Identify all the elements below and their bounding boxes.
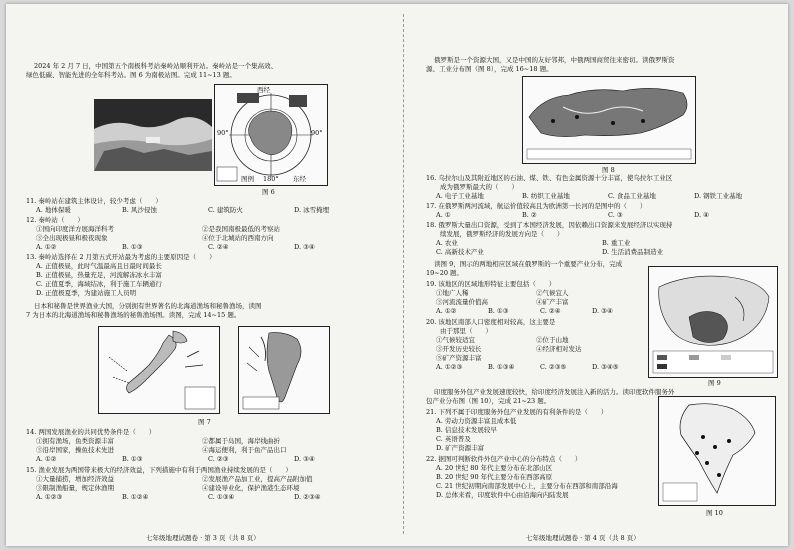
statement: ②都属于岛国，海岸线曲折 [202,437,280,445]
option[interactable]: C. ①③④ [208,493,235,501]
option[interactable]: D. 生活消费品制造业 [602,248,664,256]
intro-text: 读图 9，图示的两地相应区域在俄罗斯的一个重要产业分布，完成 [434,260,623,268]
page-3 [26,4,386,546]
option[interactable]: C. ③ [608,211,623,219]
option[interactable]: B. ①③ [122,455,143,463]
question-16: 16. 乌拉尔山及其附近地区的石油、煤、铁、有色金属资源十分丰富，使乌拉尔工业区 [426,174,673,182]
fig6-label: 东经 [293,175,306,183]
statement: ④位于北城站的西南方向 [202,234,274,242]
option[interactable]: B. ①②④ [122,493,149,501]
option[interactable]: D. ③④⑤ [592,363,619,371]
intro-text: 印度服务外包产业发展速度较快，给印度经济发展注入新的活力。读印度软件服务外 [434,388,675,396]
page-footer: 七年级地理试题卷 · 第 4 页（共 8 页） [526,534,640,542]
statement: ②是我国南极最低的考察站 [202,225,280,233]
figure-9-map [648,266,778,378]
option[interactable]: C. ②④ [540,307,561,315]
option[interactable]: D. 矿产资源丰富 [436,444,485,452]
option[interactable]: A. ① [436,211,451,219]
statement: ③开发历史较长 [436,345,482,353]
option[interactable]: C. 正值夏季，海域结冰，利于施工车辆通行 [36,280,162,288]
figure-caption: 图 10 [706,509,723,517]
option[interactable]: D. 冰雪掩埋 [294,206,330,214]
statement: ①拥有渔场，鱼类资源丰富 [36,437,114,445]
option[interactable]: D. 钢铁工业基地 [694,192,743,200]
intro-text: 2024 年 2 月 7 日，中国第五个南极科考站秦岭站顺利开站。秦岭站是一个集高效、 [34,62,278,70]
figure-8-russia-map [522,76,696,164]
option[interactable]: A. ①② [436,307,457,315]
option[interactable]: C. 高新技术产业 [436,248,484,256]
intro-text: 19~20 题。 [426,269,464,277]
option[interactable]: D. ④ [694,211,709,219]
option[interactable]: A. 20 世纪 80 年代主要分布在北部山区 [436,464,553,472]
figure-7-peru-map [238,326,330,414]
option[interactable]: C. ②④ [208,243,229,251]
fig6-label: 图例 [241,175,254,183]
statement: ④矿产丰富 [536,298,569,306]
option[interactable]: D. ③④ [294,455,315,463]
question-20: 由于那里（ ） [440,327,492,335]
question-18: 18. 俄罗斯大量出口资源，受到了本国经济发展，因依赖出口资源来发展经济以实现持 [426,221,673,229]
fig6-label: 90° [311,129,323,137]
option[interactable]: A. 地体保暖 [36,206,71,214]
exam-sheet [6,4,788,546]
option[interactable]: B. ①③ [488,307,509,315]
statement: ①大量捕捞，增加经济效益 [36,475,114,483]
figure-6-antarctic-map [214,84,328,186]
question-12: 12. 秦岭站（ ） [26,216,84,224]
question-14: 14. 两国发展渔业的共同优势条件是（ ） [26,428,156,436]
intro-text: 源、工业分布图（图 8），完成 16~18 题。 [426,65,553,73]
question-21: 21. 下列不属于印度服务外包产业发展的有利条件的是（ ） [426,408,608,416]
question-20: 20. 该地区南部人口密度相对较高，这主要是 [426,318,556,326]
fig6-label: 180° [263,175,279,183]
figure-caption: 图 7 [198,418,211,426]
option[interactable]: A. ①② [36,243,57,251]
option[interactable]: B. 正值极昼，热量充足，河流解冻冰水丰富 [36,271,162,279]
fig6-label: 西经 [257,86,270,94]
question-22: 22. 据图可判断软件外包产业中心的分布特点（ ） [426,455,582,463]
intro-text: 包产业分布图（图 10），完成 21~23 题。 [426,397,551,405]
figure-10-india-map [658,396,776,506]
option[interactable]: A. 劳动力资源丰富且成本低 [436,417,517,425]
intro-text: 俄罗斯是一个资源大国，又是中国的友好邻邦，中俄两国商贸往来密切。读俄罗斯资 [434,56,675,64]
option[interactable]: A. 正值极昼，此时气温最高且日最时间最长 [36,262,162,270]
statement: ④经济相对发达 [536,345,582,353]
option[interactable]: B. ② [522,211,537,219]
statement: ①气候较适宜 [436,336,475,344]
option[interactable]: A. ①②③ [436,363,463,371]
option[interactable]: B. 重工业 [602,239,631,247]
intro-text: 绿色低碳、智能先进的全年科考站。图 6 为南极站图。完成 11~13 题。 [26,71,236,79]
statement: ⑤矿产资源丰富 [436,354,482,362]
figure-caption: 图 6 [262,188,275,196]
fig6-label: 90° [217,129,229,137]
question-13: 13. 秦岭站选择在 2 月第五式开站最为考虑的主要原因是（ ） [26,253,216,261]
station-photo [94,99,212,171]
option[interactable]: B. ①③ [122,243,143,251]
figure-caption: 图 8 [602,166,615,174]
statement: ②气候宜人 [536,289,569,297]
option[interactable]: C. ②③ [208,455,229,463]
figure-7-japan-map [98,326,220,414]
question-15: 15. 渔业发展为两国带来极大的经济效益，下列措施中有利于两国渔业持续发展的是（ ） [26,466,292,474]
option[interactable]: D. ③④ [592,307,613,315]
question-17: 17. 在俄罗斯两河流域，航运价值较高且为欧洲第一长河的是图中的（ ） [426,202,647,210]
option[interactable]: C. 建筑防火 [208,206,243,214]
option[interactable]: C. 英语普及 [436,435,471,443]
page-4 [426,4,778,546]
statement: ①国向印度洋方展海洋科考 [36,225,114,233]
option[interactable]: C. 食品工业基地 [608,192,656,200]
intro-text: 7 为日本的北海道渔场和秘鲁渔场的秘鲁渔场图。读图，完成 14~15 题。 [26,311,241,319]
question-19: 19. 该地区的区域地形特征主要包括（ ） [426,280,556,288]
option[interactable]: C. ②③⑤ [540,363,567,371]
statement: ②位于山地 [536,336,569,344]
option[interactable]: D. ②③④ [294,493,321,501]
question-11: 11. 秦岭站在建筑主体设计，较少考虑（ ） [26,197,162,205]
statement: ③全出现极昼和极夜现象 [36,234,108,242]
option[interactable]: A. 电子工业基地 [436,192,484,200]
intro-text: 日本和秘鲁是世界渔业大国，分别拥有世界著名的北海道渔场和秘鲁渔场，读图 [34,302,262,310]
question-16: 成为俄罗斯最大的（ ） [440,183,518,191]
option[interactable]: A. 农业 [436,239,458,247]
option[interactable]: B. 纺织工业基地 [522,192,570,200]
statement: ①地广人稀 [436,289,469,297]
statement: ③河流流量价值高 [436,298,488,306]
option[interactable]: A. ①② [36,455,57,463]
option[interactable]: C. 21 世纪初期向南部发展中心上，主要分布在西部和南部沿海 [436,482,618,490]
question-18: 续发展，俄罗斯经济的发展方向是（ ） [440,230,564,238]
option[interactable]: B. 20 世纪 90 年代主要分布在西部高原 [436,473,553,481]
statement: ③沿岸国家，操鱼技术先进 [36,446,114,454]
statement: ④海运便利，利于鱼产品出口 [202,446,287,454]
statement: ②发展渔产品加工业，提高产品附加值 [202,475,313,483]
page-divider [403,14,404,534]
statement: ④建设导业化，保护渔港生态环境 [202,484,300,492]
figure-caption: 图 9 [708,379,721,387]
option[interactable]: D. ③④ [294,243,315,251]
option[interactable]: D. 正值极夏季，为建站施工人员明 [36,289,137,297]
option[interactable]: D. 总体来看，印度软件中心由沿海向内陆发展 [436,491,569,499]
page-footer: 七年级地理试题卷 · 第 3 页（共 8 页） [146,534,260,542]
option[interactable]: B. 风沙侵蚀 [122,206,157,214]
statement: ③限制渔船量，规定休渔期 [36,484,114,492]
option[interactable]: B. ①③④ [488,363,515,371]
option[interactable]: B. 信息技术发展较早 [436,426,497,434]
option[interactable]: A. ①②③ [36,493,63,501]
